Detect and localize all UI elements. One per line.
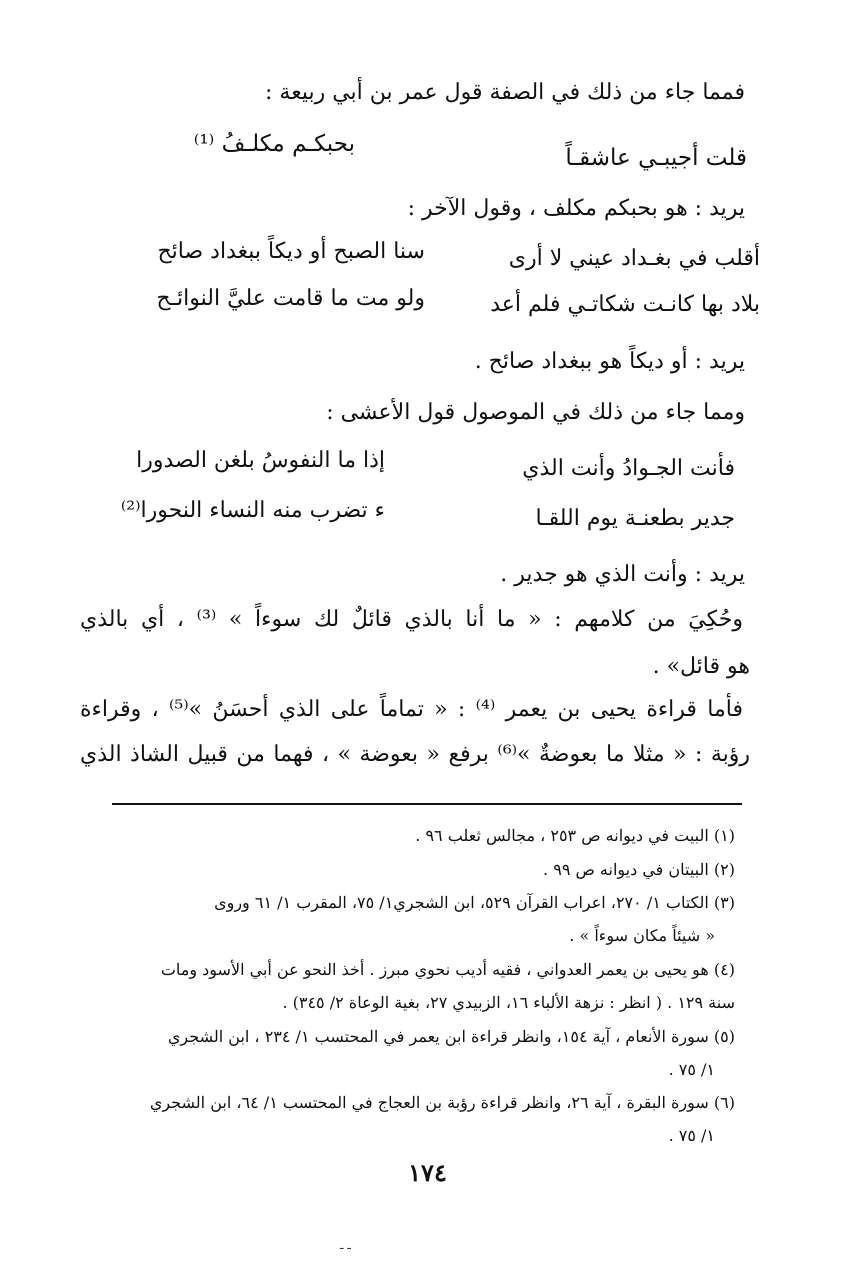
footnote-5-line1: (٥) سورة الأنعام ، آية ١٥٤، وانظر قراءة ابن يعمر في المحتسب ١/ ٢٣٤ ، ابن الشجري: [167, 1027, 735, 1046]
footnote-separator: [112, 803, 742, 805]
paragraph-explanation-3: يريد : وأنت الذي هو جدير .: [500, 562, 745, 587]
footnote-4-line1: (٤) هو يحيى بن يعمر العدواني ، فقيه أديب نحوي مبرز . أخذ النحو عن أبي الأسود ومات: [160, 960, 735, 979]
verse1-second-hemistich: بحبكـم مكلـفُ ⁽¹⁾: [193, 131, 355, 157]
paragraph-readings-line2: رؤبة : « مثلا ما بعوضةٌ »⁽⁶⁾ برفع « بعوضة » ، فهما من قبيل الشاذ الذي: [80, 742, 750, 767]
footnote-3-line1: (٣) الكتاب ١/ ٢٧٠، اعراب القرآن ٥٢٩، ابن الشجري١/ ٧٥، المقرب ١/ ٦١ وروى: [214, 893, 735, 912]
paragraph-quote-line2: هو قائل» .: [652, 654, 750, 679]
footnote-3-line2: « شيئاً مكان سوءاً » .: [569, 926, 715, 945]
paragraph-intro-umar: فمما جاء من ذلك في الصفة قول عمر بن أبي ربيعة :: [265, 80, 745, 105]
verse2-line2-first: بلاد بها كانـت شكاتـي فلم أعد: [490, 292, 760, 317]
paragraph-explanation-2: يريد : أو ديكاً هو ببغداد صائح .: [474, 349, 745, 374]
verse2-line2-second: ولو مت ما قامت عليَّ النوائـح: [156, 286, 425, 311]
paragraph-intro-asha: ومما جاء من ذلك في الموصول قول الأعشى :: [326, 400, 745, 425]
paragraph-readings-line1: فأما قراءة يحيى بن يعمر ⁽⁴⁾ : « تماماً على الذي أحسَنُ »⁽⁵⁾ ، وقراءة: [80, 697, 743, 722]
paragraph-explanation-1: يريد : هو بحبكم مكلف ، وقول الآخر :: [407, 196, 745, 221]
verse1-first-hemistich: قلت أجيبـي عاشقـاً: [565, 145, 747, 171]
page-number: ١٧٤: [408, 1158, 447, 1187]
footnote-1: (١) البيت في ديوانه ص ٢٥٣ ، مجالس ثعلب ٩٦ .: [415, 826, 735, 845]
verse2-line1-second: سنا الصبح أو ديكاً ببغداد صائح: [157, 239, 425, 264]
footnote-6-line2: ١/ ٧٥ .: [668, 1126, 715, 1145]
footnote-4-line2: سنة ١٢٩ . ( انظر : نزهة الألباء ١٦، الزبيدي ٢٧، بغية الوعاة ٢/ ٣٤٥) .: [282, 993, 735, 1012]
verse3-line2-first: جدير بطعنـة يوم اللقـا: [535, 506, 735, 531]
footnote-5-line2: ١/ ٧٥ .: [668, 1060, 715, 1079]
footnote-2: (٢) البيتان في ديوانه ص ٩٩ .: [543, 860, 735, 879]
bottom-mark: ـ ـ: [340, 1238, 351, 1252]
paragraph-quote-line1: وحُكِيَ من كلامهم : « ما أنا بالذي قائلٌ لك سوءاً » ⁽³⁾ ، أي بالذي: [80, 607, 743, 632]
verse2-line1-first: أقلب في بغـداد عيني لا أرى: [508, 246, 760, 271]
verse3-line1-first: فأنت الجـوادُ وأنت الذي: [522, 456, 735, 481]
verse3-line1-second: إذا ما النفوسُ بلغن الصدورا: [136, 448, 385, 473]
verse3-line2-second: ء تضرب منه النساء النحورا⁽²⁾: [120, 498, 385, 523]
footnote-6-line1: (٦) سورة البقرة ، آية ٢٦، وانظر قراءة رؤبة بن العجاج في المحتسب ١/ ٦٤، ابن الشجري: [149, 1093, 735, 1112]
